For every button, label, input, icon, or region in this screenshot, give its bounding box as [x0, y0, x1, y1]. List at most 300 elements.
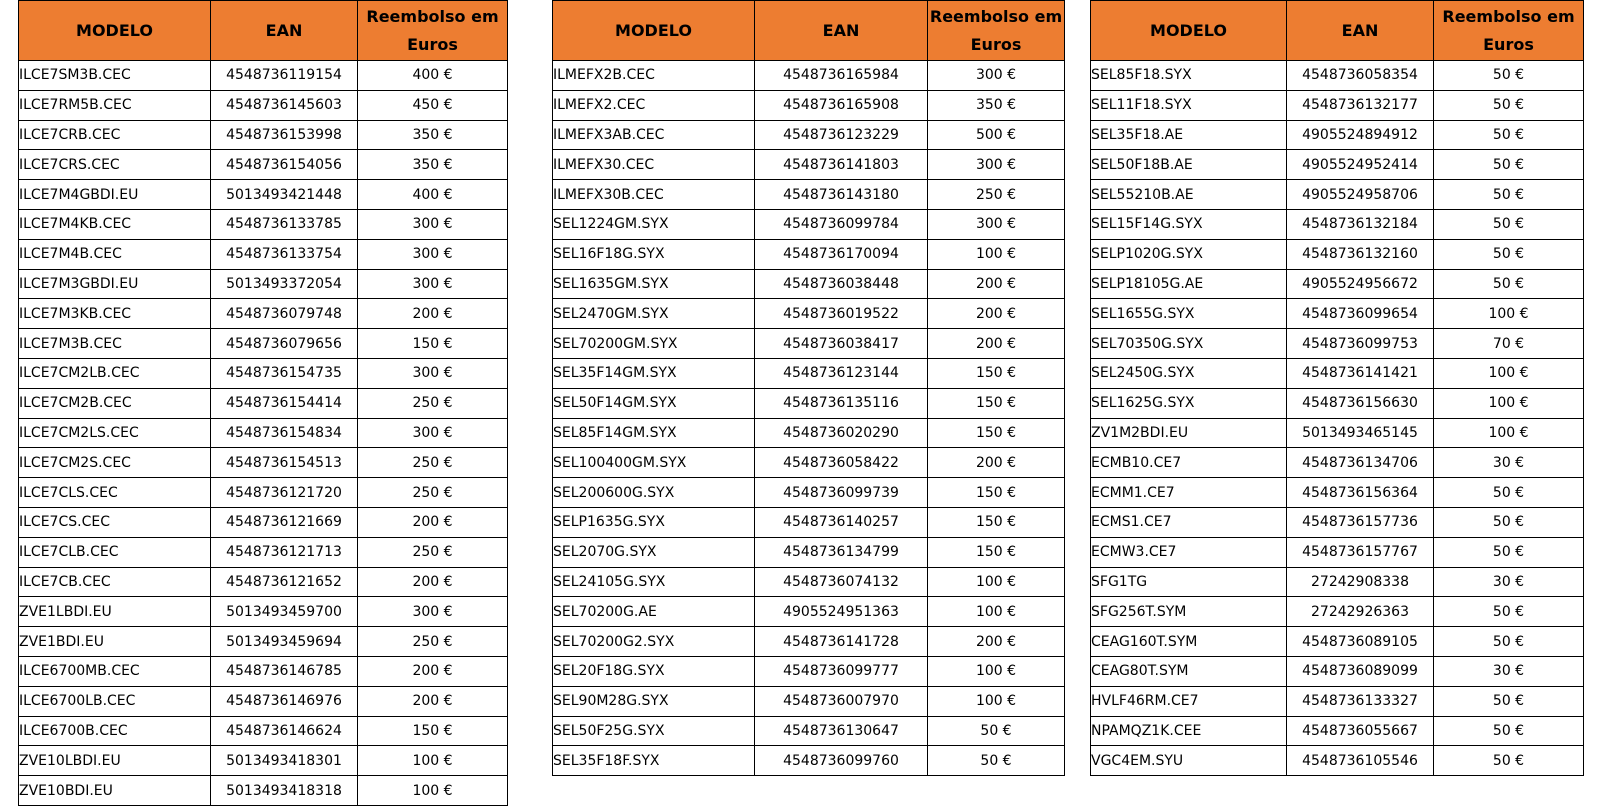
cell-reembolso: 50 € [1434, 597, 1584, 627]
cell-modelo: SEL35F14GM.SYX [553, 358, 755, 388]
cell-reembolso: 350 € [928, 90, 1065, 120]
cell-modelo: ILCE7SM3B.CEC [19, 61, 211, 91]
cell-reembolso: 250 € [928, 180, 1065, 210]
cell-ean: 4548736038417 [755, 329, 928, 359]
cell-reembolso: 100 € [1434, 388, 1584, 418]
cell-ean: 4548736156630 [1287, 388, 1434, 418]
cell-modelo: ILCE7CS.CEC [19, 507, 211, 537]
table-row [553, 627, 1065, 657]
cell-reembolso: 250 € [358, 448, 508, 478]
table-row [1091, 686, 1584, 716]
cell-ean: 4548736154414 [211, 388, 358, 418]
table-row [553, 299, 1065, 329]
cell-reembolso: 400 € [358, 61, 508, 91]
cell-reembolso: 50 € [1434, 686, 1584, 716]
cell-ean: 5013493372054 [211, 269, 358, 299]
cell-ean: 4548736154834 [211, 418, 358, 448]
cell-modelo: SELP1635G.SYX [553, 507, 755, 537]
cell-ean: 4548736123229 [755, 120, 928, 150]
cell-reembolso: 150 € [358, 716, 508, 746]
table-row [553, 746, 1065, 776]
cell-ean: 5013493421448 [211, 180, 358, 210]
cell-reembolso: 500 € [928, 120, 1065, 150]
cell-reembolso: 150 € [928, 478, 1065, 508]
cell-modelo: ILCE7M3KB.CEC [19, 299, 211, 329]
cell-ean: 4548736170094 [755, 239, 928, 269]
table-row [1091, 329, 1584, 359]
table-row [19, 597, 508, 627]
cell-reembolso: 300 € [358, 269, 508, 299]
cell-ean: 4548736146976 [211, 686, 358, 716]
cell-reembolso: 50 € [928, 716, 1065, 746]
cell-ean: 4548736019522 [755, 299, 928, 329]
cell-modelo: ILCE7M4B.CEC [19, 239, 211, 269]
cell-reembolso: 50 € [1434, 627, 1584, 657]
cell-modelo: SEL70200G.AE [553, 597, 755, 627]
cell-modelo: ILCE7RM5B.CEC [19, 90, 211, 120]
cell-reembolso: 100 € [928, 686, 1065, 716]
table-row [553, 418, 1065, 448]
cell-modelo: ILCE7CRS.CEC [19, 150, 211, 180]
cell-ean: 4548736079748 [211, 299, 358, 329]
cell-modelo: ILMEFX2B.CEC [553, 61, 755, 91]
cell-modelo: ZVE1BDI.EU [19, 627, 211, 657]
header-modelo: MODELO [1091, 1, 1287, 61]
table-row [1091, 209, 1584, 239]
header-reembolso: Reembolso em Euros [358, 1, 508, 61]
cell-modelo: ILMEFX30B.CEC [553, 180, 755, 210]
cell-modelo: ZV1M2BDI.EU [1091, 418, 1287, 448]
table-row [19, 746, 508, 776]
header-modelo: MODELO [19, 1, 211, 61]
table-row [1091, 627, 1584, 657]
cell-ean: 4548736134706 [1287, 448, 1434, 478]
cell-reembolso: 250 € [358, 478, 508, 508]
cell-modelo: ILCE7M4GBDI.EU [19, 180, 211, 210]
header-reembolso: Reembolso em Euros [1434, 1, 1584, 61]
cell-modelo: CEAG160T.SYM [1091, 627, 1287, 657]
cell-reembolso: 300 € [928, 61, 1065, 91]
cell-ean: 4548736099760 [755, 746, 928, 776]
table-row [19, 299, 508, 329]
cell-reembolso: 150 € [928, 358, 1065, 388]
refund-table-3 [1090, 0, 1584, 776]
table-row [19, 656, 508, 686]
cell-ean: 4548736055667 [1287, 716, 1434, 746]
cell-modelo: ECMM1.CE7 [1091, 478, 1287, 508]
table-row [553, 329, 1065, 359]
cell-ean: 4548736133327 [1287, 686, 1434, 716]
cell-ean: 4548736157736 [1287, 507, 1434, 537]
cell-modelo: ILCE7CM2LS.CEC [19, 418, 211, 448]
table-row [553, 388, 1065, 418]
table-row [1091, 90, 1584, 120]
cell-modelo: ILCE7CB.CEC [19, 567, 211, 597]
cell-ean: 4548736058422 [755, 448, 928, 478]
cell-ean: 4548736074132 [755, 567, 928, 597]
cell-modelo: ILMEFX2.CEC [553, 90, 755, 120]
cell-ean: 27242926363 [1287, 597, 1434, 627]
table-row [19, 269, 508, 299]
table-row [553, 239, 1065, 269]
cell-ean: 5013493418301 [211, 746, 358, 776]
cell-ean: 4548736089099 [1287, 656, 1434, 686]
cell-modelo: SEL35F18.AE [1091, 120, 1287, 150]
cell-modelo: SELP18105G.AE [1091, 269, 1287, 299]
cell-ean: 4548736156364 [1287, 478, 1434, 508]
cell-modelo: SFG1TG [1091, 567, 1287, 597]
cell-modelo: SEL1655G.SYX [1091, 299, 1287, 329]
cell-reembolso: 100 € [928, 567, 1065, 597]
table-header-row [553, 1, 1065, 61]
cell-ean: 5013493418318 [211, 776, 358, 806]
cell-reembolso: 50 € [1434, 90, 1584, 120]
table-row [1091, 507, 1584, 537]
cell-ean: 4548736153998 [211, 120, 358, 150]
cell-reembolso: 100 € [358, 746, 508, 776]
cell-reembolso: 30 € [1434, 567, 1584, 597]
cell-ean: 4548736132184 [1287, 209, 1434, 239]
cell-ean: 4548736157767 [1287, 537, 1434, 567]
refund-table-1 [18, 0, 508, 806]
table-row [553, 448, 1065, 478]
cell-modelo: ILCE7CRB.CEC [19, 120, 211, 150]
cell-modelo: ILCE6700MB.CEC [19, 656, 211, 686]
cell-reembolso: 450 € [358, 90, 508, 120]
cell-ean: 4548736089105 [1287, 627, 1434, 657]
cell-ean: 4548736123144 [755, 358, 928, 388]
table-row [553, 567, 1065, 597]
cell-ean: 4548736134799 [755, 537, 928, 567]
cell-ean: 4905524894912 [1287, 120, 1434, 150]
cell-ean: 4548736099777 [755, 656, 928, 686]
cell-modelo: ILCE7M3B.CEC [19, 329, 211, 359]
cell-reembolso: 50 € [1434, 120, 1584, 150]
cell-reembolso: 250 € [358, 627, 508, 657]
cell-modelo: ILCE6700B.CEC [19, 716, 211, 746]
table-row [1091, 150, 1584, 180]
cell-modelo: ZVE1LBDI.EU [19, 597, 211, 627]
cell-ean: 4548736145603 [211, 90, 358, 120]
cell-ean: 4548736007970 [755, 686, 928, 716]
cell-ean: 4548736121713 [211, 537, 358, 567]
cell-modelo: SEL15F14G.SYX [1091, 209, 1287, 239]
table-row [553, 358, 1065, 388]
table-row [1091, 537, 1584, 567]
cell-reembolso: 50 € [1434, 61, 1584, 91]
cell-reembolso: 150 € [928, 418, 1065, 448]
table-row [1091, 656, 1584, 686]
cell-ean: 4548736154513 [211, 448, 358, 478]
cell-modelo: SEL1625G.SYX [1091, 388, 1287, 418]
cell-modelo: ILCE6700LB.CEC [19, 686, 211, 716]
cell-modelo: SEL2470GM.SYX [553, 299, 755, 329]
table-row [1091, 61, 1584, 91]
cell-reembolso: 100 € [928, 656, 1065, 686]
table-row [19, 329, 508, 359]
cell-modelo: SEL70200G2.SYX [553, 627, 755, 657]
cell-reembolso: 200 € [358, 299, 508, 329]
cell-modelo: ILCE7CM2LB.CEC [19, 358, 211, 388]
cell-ean: 4905524952414 [1287, 150, 1434, 180]
cell-modelo: SFG256T.SYM [1091, 597, 1287, 627]
table-row [1091, 388, 1584, 418]
cell-reembolso: 100 € [358, 776, 508, 806]
cell-reembolso: 50 € [1434, 239, 1584, 269]
cell-ean: 5013493459694 [211, 627, 358, 657]
cell-ean: 27242908338 [1287, 567, 1434, 597]
cell-ean: 4548736099784 [755, 209, 928, 239]
cell-modelo: SEL100400GM.SYX [553, 448, 755, 478]
table-header-row [1091, 1, 1584, 61]
cell-reembolso: 300 € [358, 418, 508, 448]
cell-ean: 5013493465145 [1287, 418, 1434, 448]
table-row [19, 448, 508, 478]
cell-ean: 4905524956672 [1287, 269, 1434, 299]
table-row [553, 597, 1065, 627]
cell-reembolso: 30 € [1434, 448, 1584, 478]
cell-ean: 4548736154056 [211, 150, 358, 180]
cell-ean: 4548736058354 [1287, 61, 1434, 91]
cell-reembolso: 50 € [1434, 180, 1584, 210]
cell-ean: 4548736099654 [1287, 299, 1434, 329]
cell-reembolso: 300 € [358, 209, 508, 239]
cell-ean: 4548736020290 [755, 418, 928, 448]
header-reembolso: Reembolso em Euros [928, 1, 1065, 61]
cell-ean: 4548736105546 [1287, 746, 1434, 776]
cell-modelo: ILCE7CLB.CEC [19, 537, 211, 567]
cell-modelo: SEL200600G.SYX [553, 478, 755, 508]
cell-reembolso: 300 € [358, 358, 508, 388]
table-row [553, 656, 1065, 686]
cell-modelo: ILCE7CM2B.CEC [19, 388, 211, 418]
table-row [19, 478, 508, 508]
cell-reembolso: 100 € [1434, 299, 1584, 329]
cell-reembolso: 150 € [928, 507, 1065, 537]
cell-reembolso: 350 € [358, 150, 508, 180]
cell-ean: 4548736154735 [211, 358, 358, 388]
table-row [1091, 746, 1584, 776]
cell-modelo: ILMEFX30.CEC [553, 150, 755, 180]
table-row [553, 120, 1065, 150]
cell-modelo: ILCE7CLS.CEC [19, 478, 211, 508]
cell-modelo: ILMEFX3AB.CEC [553, 120, 755, 150]
table-row [553, 478, 1065, 508]
cell-reembolso: 50 € [1434, 507, 1584, 537]
table-row [19, 537, 508, 567]
cell-ean: 4548736132177 [1287, 90, 1434, 120]
cell-ean: 4548736130647 [755, 716, 928, 746]
cell-reembolso: 250 € [358, 388, 508, 418]
cell-reembolso: 200 € [928, 329, 1065, 359]
table-row [1091, 299, 1584, 329]
refund-table-2 [552, 0, 1065, 776]
table-row [553, 269, 1065, 299]
table-row [553, 686, 1065, 716]
table-row [1091, 418, 1584, 448]
cell-modelo: SEL85F14GM.SYX [553, 418, 755, 448]
cell-modelo: SELP1020G.SYX [1091, 239, 1287, 269]
cell-modelo: SEL85F18.SYX [1091, 61, 1287, 91]
cell-reembolso: 300 € [928, 150, 1065, 180]
cell-ean: 4548736143180 [755, 180, 928, 210]
cell-modelo: ILCE7M4KB.CEC [19, 209, 211, 239]
cell-reembolso: 200 € [928, 448, 1065, 478]
cell-modelo: SEL50F14GM.SYX [553, 388, 755, 418]
header-ean: EAN [1287, 1, 1434, 61]
cell-ean: 4548736121652 [211, 567, 358, 597]
table-header-row [19, 1, 508, 61]
table-row [19, 716, 508, 746]
table-row [19, 61, 508, 91]
table-row [19, 150, 508, 180]
cell-reembolso: 200 € [358, 686, 508, 716]
cell-ean: 4905524958706 [1287, 180, 1434, 210]
cell-reembolso: 200 € [928, 627, 1065, 657]
cell-reembolso: 150 € [928, 388, 1065, 418]
cell-modelo: SEL20F18G.SYX [553, 656, 755, 686]
cell-modelo: CEAG80T.SYM [1091, 656, 1287, 686]
cell-modelo: HVLF46RM.CE7 [1091, 686, 1287, 716]
cell-reembolso: 400 € [358, 180, 508, 210]
cell-ean: 4548736099739 [755, 478, 928, 508]
cell-ean: 4548736079656 [211, 329, 358, 359]
cell-ean: 4548736133785 [211, 209, 358, 239]
table-row [553, 180, 1065, 210]
cell-modelo: SEL50F18B.AE [1091, 150, 1287, 180]
table-row [553, 537, 1065, 567]
cell-modelo: SEL16F18G.SYX [553, 239, 755, 269]
table-row [19, 418, 508, 448]
cell-modelo: NPAMQZ1K.CEE [1091, 716, 1287, 746]
cell-modelo: SEL70350G.SYX [1091, 329, 1287, 359]
cell-reembolso: 100 € [1434, 358, 1584, 388]
cell-ean: 4548736119154 [211, 61, 358, 91]
cell-reembolso: 150 € [358, 329, 508, 359]
cell-modelo: SEL70200GM.SYX [553, 329, 755, 359]
cell-reembolso: 50 € [1434, 716, 1584, 746]
cell-reembolso: 200 € [928, 299, 1065, 329]
cell-modelo: ILCE7M3GBDI.EU [19, 269, 211, 299]
table-row [19, 209, 508, 239]
header-modelo: MODELO [553, 1, 755, 61]
cell-modelo: SEL90M28G.SYX [553, 686, 755, 716]
cell-reembolso: 200 € [358, 656, 508, 686]
table-row [553, 507, 1065, 537]
cell-modelo: VGC4EM.SYU [1091, 746, 1287, 776]
cell-reembolso: 50 € [1434, 478, 1584, 508]
cell-modelo: ECMW3.CE7 [1091, 537, 1287, 567]
cell-modelo: ECMB10.CE7 [1091, 448, 1287, 478]
cell-modelo: SEL2450G.SYX [1091, 358, 1287, 388]
cell-reembolso: 50 € [1434, 150, 1584, 180]
cell-ean: 4548736141728 [755, 627, 928, 657]
table-row [19, 120, 508, 150]
table-row [19, 627, 508, 657]
cell-ean: 4548736141421 [1287, 358, 1434, 388]
cell-reembolso: 50 € [1434, 269, 1584, 299]
cell-reembolso: 300 € [928, 209, 1065, 239]
cell-reembolso: 250 € [358, 537, 508, 567]
cell-reembolso: 200 € [358, 567, 508, 597]
table-row [19, 180, 508, 210]
cell-ean: 4548736141803 [755, 150, 928, 180]
cell-modelo: ECMS1.CE7 [1091, 507, 1287, 537]
table-row [553, 209, 1065, 239]
cell-ean: 4548736140257 [755, 507, 928, 537]
table-row [19, 507, 508, 537]
cell-ean: 4548736038448 [755, 269, 928, 299]
cell-ean: 4548736099753 [1287, 329, 1434, 359]
table-row [553, 90, 1065, 120]
table-row [19, 686, 508, 716]
cell-ean: 4548736165908 [755, 90, 928, 120]
cell-modelo: SEL24105G.SYX [553, 567, 755, 597]
cell-reembolso: 70 € [1434, 329, 1584, 359]
cell-modelo: ZVE10LBDI.EU [19, 746, 211, 776]
cell-reembolso: 200 € [358, 507, 508, 537]
cell-reembolso: 100 € [1434, 418, 1584, 448]
table-row [553, 150, 1065, 180]
cell-modelo: ZVE10BDI.EU [19, 776, 211, 806]
cell-ean: 4548736133754 [211, 239, 358, 269]
table-row [1091, 120, 1584, 150]
cell-reembolso: 30 € [1434, 656, 1584, 686]
table-row [553, 716, 1065, 746]
cell-modelo: SEL2070G.SYX [553, 537, 755, 567]
cell-ean: 4548736121669 [211, 507, 358, 537]
header-ean: EAN [755, 1, 928, 61]
cell-ean: 4548736121720 [211, 478, 358, 508]
header-ean: EAN [211, 1, 358, 61]
cell-ean: 4905524951363 [755, 597, 928, 627]
table-row [1091, 567, 1584, 597]
cell-reembolso: 150 € [928, 537, 1065, 567]
cell-ean: 4548736135116 [755, 388, 928, 418]
cell-reembolso: 200 € [928, 269, 1065, 299]
table-row [19, 567, 508, 597]
cell-ean: 4548736165984 [755, 61, 928, 91]
cell-modelo: SEL11F18.SYX [1091, 90, 1287, 120]
cell-modelo: SEL55210B.AE [1091, 180, 1287, 210]
cell-reembolso: 300 € [358, 597, 508, 627]
cell-reembolso: 350 € [358, 120, 508, 150]
cell-reembolso: 100 € [928, 239, 1065, 269]
cell-ean: 4548736146624 [211, 716, 358, 746]
cell-modelo: SEL1224GM.SYX [553, 209, 755, 239]
cell-modelo: SEL1635GM.SYX [553, 269, 755, 299]
cell-modelo: ILCE7CM2S.CEC [19, 448, 211, 478]
cell-ean: 5013493459700 [211, 597, 358, 627]
table-row [1091, 180, 1584, 210]
table-row [553, 61, 1065, 91]
cell-reembolso: 50 € [928, 746, 1065, 776]
table-row [1091, 358, 1584, 388]
cell-ean: 4548736146785 [211, 656, 358, 686]
table-row [1091, 239, 1584, 269]
cell-reembolso: 100 € [928, 597, 1065, 627]
cell-modelo: SEL35F18F.SYX [553, 746, 755, 776]
table-row [19, 239, 508, 269]
table-row [19, 90, 508, 120]
cell-reembolso: 300 € [358, 239, 508, 269]
cell-reembolso: 50 € [1434, 746, 1584, 776]
cell-modelo: SEL50F25G.SYX [553, 716, 755, 746]
table-row [1091, 478, 1584, 508]
table-row [1091, 269, 1584, 299]
table-row [1091, 448, 1584, 478]
cell-reembolso: 50 € [1434, 537, 1584, 567]
